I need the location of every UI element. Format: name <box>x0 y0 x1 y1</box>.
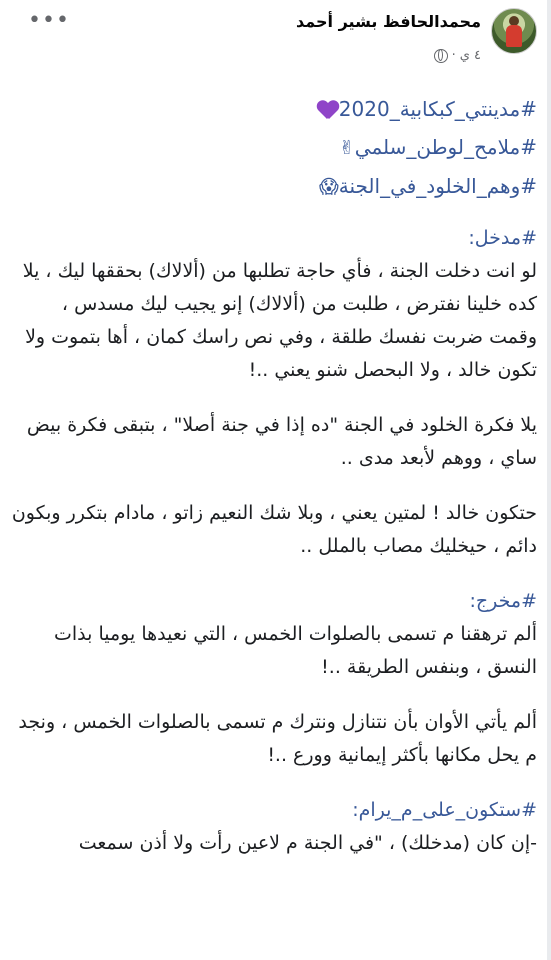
meta-separator: · <box>451 48 456 63</box>
screaming-face-icon: 😱 <box>318 176 339 198</box>
post-body <box>10 222 537 882</box>
intro-paragraph-3: حتكون خالد ! لمتين يعني ، وبلا شك النعيم زاتو ، مادام بتكرر وبكون دائم ، حيخليك مصاب بالملل .. <box>11 502 537 557</box>
hashtag-3[interactable] <box>317 167 537 206</box>
intro-paragraph-2: يلا فكرة الخلود في الجنة "ده إذا في جنة أصلا" ، بتبقى فكرة بيض ساي ، ووهم لأبعد مدى .. <box>26 414 537 469</box>
hashtag-1-text[interactable]: #مدينتي_كبكابية_2020 <box>338 97 537 121</box>
exit-paragraph-2: ألم يأتي الأوان بأن نتنازل ونترك م تسمى بالصلوات الخمس ، ونجد م يحل مكانها بأكثر إيمانية وورع ..! <box>18 711 537 766</box>
third-hashtag[interactable]: #ستكون_على_م_يرام: <box>352 799 537 821</box>
exit-hashtag[interactable]: #مخرج: <box>469 590 537 612</box>
intro-hashtag[interactable]: #مدخل: <box>468 227 537 249</box>
author-name[interactable]: محمدالحافظ بشير أحمد <box>296 12 481 31</box>
globe-icon <box>434 49 448 63</box>
avatar-figure <box>506 25 522 47</box>
hashtag-2[interactable] <box>317 128 537 167</box>
hashtag-1[interactable] <box>317 90 537 128</box>
post-meta <box>434 48 481 63</box>
scrollbar[interactable] <box>547 0 551 960</box>
purple-heart-icon <box>317 101 339 121</box>
third-paragraph: -إن كان (مدخلك) ، "في الجنة م لاعين رأت ولا أذن سمعت <box>78 832 537 854</box>
hashtag-block <box>317 90 537 206</box>
more-options-button[interactable]: ••• <box>28 8 70 33</box>
intro-paragraph-1: لو انت دخلت الجنة ، فأي حاجة تطلبها من (ألالاك) بحققها ليك ، يلا كده خلينا نفترض ، طلبت من (ألالاك) إنو يجيب ليك مسدس ، وقمت ضربت نفسك طلقة ، وفي نص راسك كمان ، أها بتموت ولا تكون خالد ، ولا البحصل شنو يعني ..! <box>22 260 537 381</box>
post-time[interactable]: ٤ ي <box>459 48 481 63</box>
hashtag-3-text[interactable]: #وهم_الخلود_في_الجنة <box>338 174 537 198</box>
avatar[interactable] <box>491 8 537 54</box>
victory-hand-icon: ✌ <box>338 137 355 159</box>
hashtag-2-text[interactable]: #ملامح_لوطن_سلمي <box>354 135 537 159</box>
exit-paragraph-1: ألم ترهقنا م تسمى بالصلوات الخمس ، التي نعيدها يوميا بذات النسق ، وبنفس الطريقة ..! <box>54 623 537 678</box>
post-header <box>0 0 551 80</box>
